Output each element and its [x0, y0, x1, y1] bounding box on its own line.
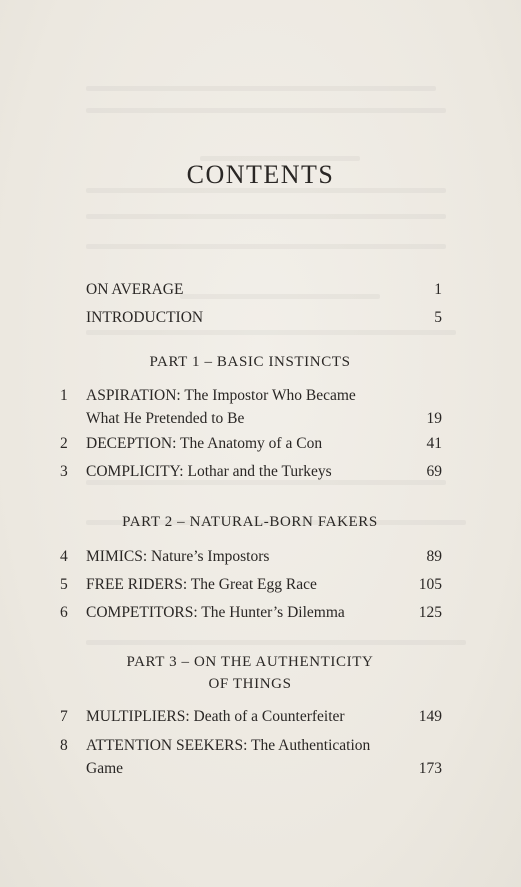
toc-entry-title: ON AVERAGE — [86, 281, 184, 298]
chapter-title-line2: What He Pretended to Be — [86, 410, 245, 427]
chapter-title: COMPLICITY: Lothar and the Turkeys — [86, 463, 332, 480]
part-3-heading-line1: PART 3 – ON THE AUTHENTICITY — [126, 654, 374, 670]
chapter-title: FREE RIDERS: The Great Egg Race — [86, 576, 317, 593]
part-3-heading-line2: OF THINGS — [208, 676, 292, 692]
chapter-number: 5 — [60, 576, 68, 593]
part-2-heading: PART 2 – NATURAL-BORN FAKERS — [122, 514, 378, 530]
page-title: CONTENTS — [186, 160, 335, 189]
chapter-number: 1 — [60, 387, 68, 404]
chapter-page: 19 — [426, 410, 442, 427]
chapter-title-line2: Game — [86, 760, 124, 777]
chapter-page: 41 — [426, 435, 442, 452]
chapter-page: 173 — [418, 760, 442, 777]
toc-entry-page: 5 — [434, 309, 442, 326]
chapter-title-line1: ASPIRATION: The Impostor Who Became — [86, 387, 356, 404]
chapter-title: COMPETITORS: The Hunter’s Dilemma — [86, 604, 345, 621]
part-1-heading: PART 1 – BASIC INSTINCTS — [149, 354, 351, 370]
chapter-number: 3 — [60, 463, 68, 480]
chapter-number: 2 — [60, 435, 68, 452]
toc-entry-title: INTRODUCTION — [86, 309, 204, 326]
chapter-number: 8 — [60, 737, 68, 754]
chapter-page: 149 — [418, 708, 442, 725]
toc-entry-page: 1 — [434, 281, 442, 298]
chapter-page: 89 — [426, 548, 442, 565]
chapter-title: MIMICS: Nature’s Impostors — [86, 548, 270, 565]
chapter-number: 7 — [60, 708, 68, 725]
chapter-page: 69 — [426, 463, 442, 480]
chapter-number: 6 — [60, 604, 68, 621]
chapter-page: 105 — [418, 576, 442, 593]
chapter-number: 4 — [60, 548, 68, 565]
chapter-title-line1: ATTENTION SEEKERS: The Authentication — [86, 737, 371, 754]
chapter-page: 125 — [418, 604, 442, 621]
chapter-title: MULTIPLIERS: Death of a Counterfeiter — [86, 708, 345, 725]
chapter-title: DECEPTION: The Anatomy of a Con — [86, 435, 323, 452]
